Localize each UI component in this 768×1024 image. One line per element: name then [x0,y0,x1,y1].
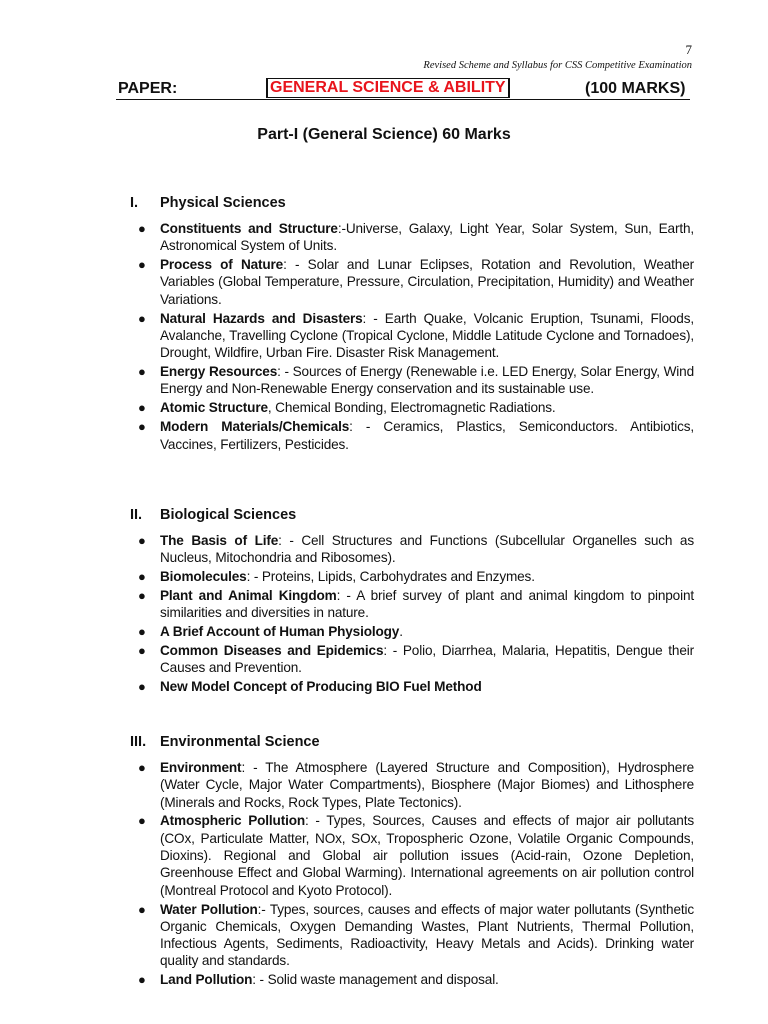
paper-marks: (100 MARKS) [585,80,686,97]
list-item [136,759,694,811]
bullet-icon: ● [138,257,146,273]
bullet-icon: ● [138,760,146,775]
item-term: Energy Resources [160,364,278,380]
section-heading-biological [130,507,296,523]
bullet-icon: ● [138,972,146,988]
item-separator: : - [283,257,308,273]
bullet-icon: ● [138,569,146,585]
item-separator: : - [305,813,327,829]
item-term: The Basis of Life [160,533,279,548]
item-separator: : - [349,419,384,435]
running-head: Revised Scheme and Syllabus for CSS Competitive Examination [423,60,692,71]
bullet-icon: ● [138,400,146,416]
section-number: III. [130,734,147,750]
item-separator: : - [277,364,293,380]
bullet-icon: ● [138,419,146,435]
item-term: New Model Concept of Producing BIO Fuel Method [160,679,482,695]
item-term: Biomolecules [160,569,247,585]
item-term: Modern Materials/Chemicals [160,419,350,435]
item-term: Plant and Animal Kingdom [160,588,337,604]
paper-label: PAPER: [118,80,178,97]
list-item [136,532,694,567]
item-text: Sources of Energy (Renewable i.e. LED Energy, Solar Energy, Wind Energy and Non-Renewable Energy conservation and its sustainable use. [160,364,694,397]
list-item [136,256,694,308]
item-text: Ceramics, Plastics, Semiconductors. Antibiotics, Vaccines, Fertilizers, Pesticides. [160,419,694,452]
list-item [136,310,694,362]
list-item [136,901,694,970]
item-text: Earth Quake, Volcanic Eruption, Tsunami, Floods, Avalanche, Travelling Cyclone (Tropical Cyclone, Middle Latitude Cyclone and Tornadoes), Drought, Wildfire, Urban Fire. Disaster Risk Management. [160,310,694,361]
section-list-physical [136,220,694,454]
item-term: Land Pollution [160,972,253,988]
list-item [136,642,694,677]
item-text: Solid waste management and disposal. [267,972,499,988]
bullet-icon: ● [138,310,146,326]
item-separator: :- [337,221,346,236]
section-list-biological [136,532,694,697]
list-item [136,220,694,255]
item-separator: : - [383,643,403,659]
item-text: Polio, Diarrhea, Malaria, Hepatitis, Dengue their Causes and Prevention. [160,643,694,676]
item-text: Cell Structures and Functions (Subcellular Organelles such as Nucleus, Mitochondria and Ribosomes). [160,533,694,566]
item-term: Environment [160,760,242,775]
bullet-icon: ● [138,901,146,917]
item-separator: : - [246,569,262,585]
list-item [136,418,694,453]
section-number: I. [130,195,139,211]
list-item [136,623,694,640]
item-text: Solar and Lunar Eclipses, Rotation and Revolution, Weather Variables (Global Temperature, Pressure, Circulation, Precipitation, Humidity) and Weather Variations. [160,257,695,307]
section-title: Physical Sciences [160,195,286,211]
item-text: A brief survey of plant and animal kingdom to pinpoint similarities and diversities in nature. [160,588,694,621]
bullet-icon: ● [138,813,146,829]
item-separator: , [267,400,276,416]
bullet-icon: ● [138,533,146,548]
section-title: Biological Sciences [160,507,297,523]
list-item [136,812,694,898]
section-list-environmental [136,759,694,990]
section-heading-physical [130,195,286,211]
part-heading: Part-I (General Science) 60 Marks [257,126,511,143]
item-text: Proteins, Lipids, Carbohydrates and Enzymes. [261,569,535,585]
item-term: Water Pollution [160,901,258,917]
section-heading-environmental [130,734,320,750]
bullet-icon: ● [138,679,146,695]
list-item [136,568,694,585]
paper-underline [116,99,690,100]
bullet-icon: ● [138,364,146,380]
page-number: 7 [685,42,692,57]
item-separator: . [399,624,403,640]
item-text: Types, Sources, Causes and effects of major air pollutants (COx, Particulate Matter, NOx, SOx, Tropospheric Ozone, Volatile Organic Compounds, Dioxins). Regional and Global air pollution issues (Acid-rain, Ozone Depletion, Greenhouse Effect and Global Warming). International agreements on air pollution control (Montreal Protocol and Kyoto Protocol). [160,813,694,898]
paper-header [116,78,696,100]
item-text: Universe, Galaxy, Light Year, Solar System, Sun, Earth, Astronomical System of Units. [160,221,694,254]
item-separator: :- [257,901,270,917]
bullet-icon: ● [138,624,146,640]
item-term: Atomic Structure [160,400,268,416]
paper-title-highlight [266,78,510,98]
item-term: Process of Nature [160,257,284,273]
paper-title: GENERAL SCIENCE & ABILITY [270,79,506,96]
item-term: Common Diseases and Epidemics [160,643,384,659]
item-separator: : - [241,760,266,775]
item-separator: : - [278,533,302,548]
list-item [136,678,694,695]
list-item [136,363,694,398]
section-number: II. [130,507,143,523]
item-term: A Brief Account of Human Physiology [160,624,400,640]
item-term: Constituents and Structure [160,221,338,236]
item-text: Chemical Bonding, Electromagnetic Radiations. [275,400,556,416]
list-item [136,587,694,622]
bullet-icon: ● [138,588,146,604]
bullet-icon: ● [138,221,146,236]
item-separator: : - [252,972,268,988]
section-title: Environmental Science [160,734,320,750]
item-text: The Atmosphere (Layered Structure and Composition), Hydrosphere (Water Cycle, Major Water Compartments), Biosphere (Major Biomes) and Lithosphere (Minerals and Rocks, Rock Types, Plate Tectonics). [160,760,694,810]
item-term: Atmospheric Pollution [160,813,306,829]
item-separator: : - [362,310,385,326]
list-item [136,971,694,988]
bullet-icon: ● [138,643,146,659]
item-text: Types, sources, causes and effects of major water pollutants (Synthetic Organic Chemicals, Oxygen Demanding Wastes, Plant Nutrients, Thermal Pollution, Infectious Agents, Sediments, Radioactivity, Heavy Metals and Acids). Drinking water quality and standards. [160,901,694,969]
list-item [136,399,694,416]
item-separator: : - [336,588,357,604]
item-term: Natural Hazards and Disasters [160,310,363,326]
